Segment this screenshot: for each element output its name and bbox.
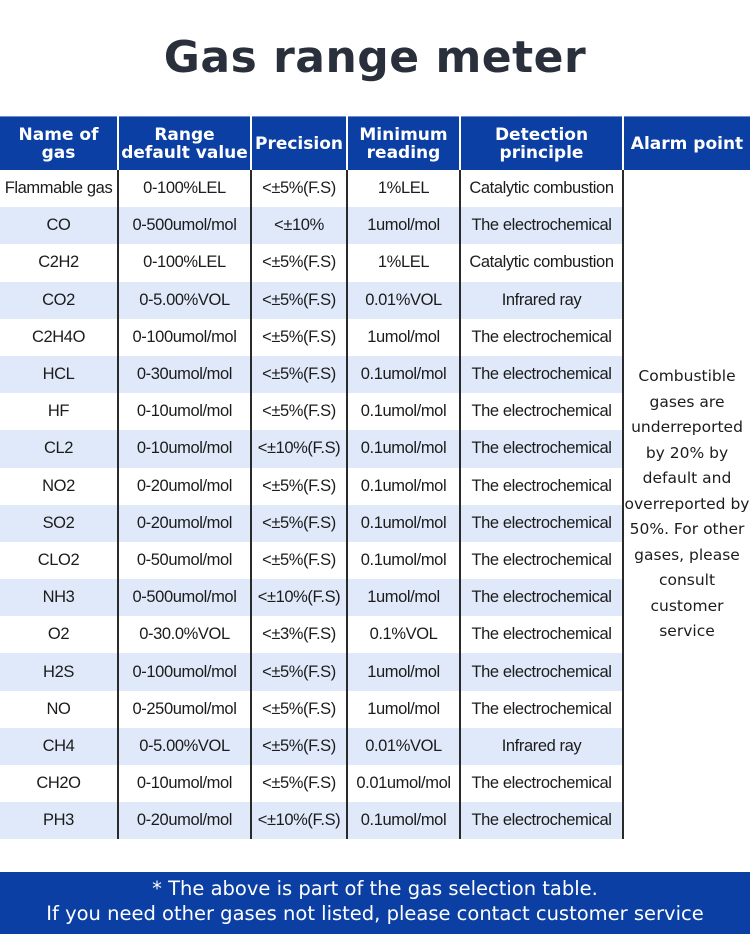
cell-detection-principle: The electrochemical <box>460 802 623 839</box>
cell-gas-name: CLO2 <box>0 542 118 579</box>
cell-gas-name: O2 <box>0 616 118 653</box>
cell-precision: <±5%(F.S) <box>251 653 347 690</box>
cell-gas-name: HF <box>0 393 118 430</box>
cell-detection-principle: The electrochemical <box>460 393 623 430</box>
cell-minimum-reading: 1%LEL <box>347 244 460 281</box>
cell-detection-principle: Catalytic combustion <box>460 244 623 281</box>
cell-range: 0-500umol/mol <box>118 207 251 244</box>
table-row <box>0 170 750 207</box>
cell-precision: <±5%(F.S) <box>251 356 347 393</box>
cell-range: 0-20umol/mol <box>118 505 251 542</box>
cell-precision: <±10%(F.S) <box>251 430 347 467</box>
cell-gas-name: CH4 <box>0 728 118 765</box>
cell-gas-name: HCL <box>0 356 118 393</box>
cell-range: 0-5.00%VOL <box>118 282 251 319</box>
cell-precision: <±5%(F.S) <box>251 765 347 802</box>
cell-gas-name: SO2 <box>0 505 118 542</box>
cell-range: 0-100umol/mol <box>118 653 251 690</box>
cell-detection-principle: The electrochemical <box>460 765 623 802</box>
cell-precision: <±10%(F.S) <box>251 579 347 616</box>
cell-gas-name: PH3 <box>0 802 118 839</box>
cell-range: 0-5.00%VOL <box>118 728 251 765</box>
cell-detection-principle: The electrochemical <box>460 542 623 579</box>
cell-precision: <±10% <box>251 207 347 244</box>
cell-gas-name: Flammable gas <box>0 170 118 207</box>
cell-precision: <±10%(F.S) <box>251 802 347 839</box>
cell-precision: <±5%(F.S) <box>251 170 347 207</box>
cell-minimum-reading: 0.01%VOL <box>347 282 460 319</box>
cell-minimum-reading: 1umol/mol <box>347 207 460 244</box>
cell-minimum-reading: 1umol/mol <box>347 691 460 728</box>
gas-table-container <box>0 116 750 839</box>
cell-detection-principle: The electrochemical <box>460 356 623 393</box>
cell-minimum-reading: 1umol/mol <box>347 319 460 356</box>
cell-precision: <±5%(F.S) <box>251 319 347 356</box>
table-body <box>0 170 750 839</box>
cell-minimum-reading: 0.1umol/mol <box>347 505 460 542</box>
cell-range: 0-50umol/mol <box>118 542 251 579</box>
cell-precision: <±5%(F.S) <box>251 468 347 505</box>
cell-detection-principle: The electrochemical <box>460 616 623 653</box>
cell-detection-principle: The electrochemical <box>460 319 623 356</box>
cell-range: 0-250umol/mol <box>118 691 251 728</box>
cell-range: 0-30.0%VOL <box>118 616 251 653</box>
cell-detection-principle: Infrared ray <box>460 282 623 319</box>
cell-detection-principle: The electrochemical <box>460 430 623 467</box>
cell-gas-name: H2S <box>0 653 118 690</box>
cell-gas-name: CH2O <box>0 765 118 802</box>
footer-note-line-2: If you need other gases not listed, please contact customer service <box>46 902 704 925</box>
header-minimum-reading: Minimum reading <box>347 117 460 171</box>
page-title: Gas range meter <box>163 32 587 83</box>
cell-minimum-reading: 0.1umol/mol <box>347 802 460 839</box>
header-detection-principle: Detection principle <box>460 117 623 171</box>
cell-range: 0-100umol/mol <box>118 319 251 356</box>
cell-range: 0-10umol/mol <box>118 765 251 802</box>
cell-detection-principle: The electrochemical <box>460 653 623 690</box>
cell-detection-principle: The electrochemical <box>460 505 623 542</box>
cell-range: 0-100%LEL <box>118 170 251 207</box>
cell-range: 0-10umol/mol <box>118 393 251 430</box>
header-precision: Precision <box>251 117 347 171</box>
cell-range: 0-20umol/mol <box>118 802 251 839</box>
cell-minimum-reading: 1umol/mol <box>347 579 460 616</box>
header-range-default-value: Range default value <box>118 117 251 171</box>
cell-minimum-reading: 0.1umol/mol <box>347 356 460 393</box>
cell-precision: <±5%(F.S) <box>251 282 347 319</box>
cell-range: 0-10umol/mol <box>118 430 251 467</box>
table-header-row <box>0 117 750 171</box>
cell-precision: <±5%(F.S) <box>251 393 347 430</box>
cell-minimum-reading: 0.1umol/mol <box>347 393 460 430</box>
cell-detection-principle: The electrochemical <box>460 579 623 616</box>
header-name-of-gas: Name of gas <box>0 117 118 171</box>
cell-gas-name: CO <box>0 207 118 244</box>
cell-detection-principle: The electrochemical <box>460 691 623 728</box>
cell-gas-name: CO2 <box>0 282 118 319</box>
cell-gas-name: NO <box>0 691 118 728</box>
cell-minimum-reading: 0.01umol/mol <box>347 765 460 802</box>
cell-minimum-reading: 0.01%VOL <box>347 728 460 765</box>
cell-detection-principle: Catalytic combustion <box>460 170 623 207</box>
cell-minimum-reading: 0.1%VOL <box>347 616 460 653</box>
cell-minimum-reading: 0.1umol/mol <box>347 468 460 505</box>
cell-gas-name: C2H4O <box>0 319 118 356</box>
footer-note-line-1: * The above is part of the gas selection table. <box>152 877 598 900</box>
gas-table <box>0 116 750 839</box>
cell-precision: <±3%(F.S) <box>251 616 347 653</box>
cell-minimum-reading: 1%LEL <box>347 170 460 207</box>
cell-minimum-reading: 0.1umol/mol <box>347 542 460 579</box>
cell-gas-name: CL2 <box>0 430 118 467</box>
cell-detection-principle: The electrochemical <box>460 468 623 505</box>
cell-precision: <±5%(F.S) <box>251 505 347 542</box>
cell-gas-name: NO2 <box>0 468 118 505</box>
cell-gas-name: C2H2 <box>0 244 118 281</box>
cell-range: 0-30umol/mol <box>118 356 251 393</box>
cell-minimum-reading: 1umol/mol <box>347 653 460 690</box>
cell-precision: <±5%(F.S) <box>251 542 347 579</box>
cell-minimum-reading: 0.1umol/mol <box>347 430 460 467</box>
cell-precision: <±5%(F.S) <box>251 728 347 765</box>
cell-precision: <±5%(F.S) <box>251 691 347 728</box>
cell-precision: <±5%(F.S) <box>251 244 347 281</box>
cell-detection-principle: Infrared ray <box>460 728 623 765</box>
cell-range: 0-20umol/mol <box>118 468 251 505</box>
cell-detection-principle: The electrochemical <box>460 207 623 244</box>
cell-range: 0-100%LEL <box>118 244 251 281</box>
header-alarm-point: Alarm point <box>623 117 750 171</box>
cell-range: 0-500umol/mol <box>118 579 251 616</box>
alarm-point-note: Combustible gases are underreported by 20% by default and overreported by 50%. For other gases, please consult customer service <box>623 170 750 839</box>
cell-gas-name: NH3 <box>0 579 118 616</box>
